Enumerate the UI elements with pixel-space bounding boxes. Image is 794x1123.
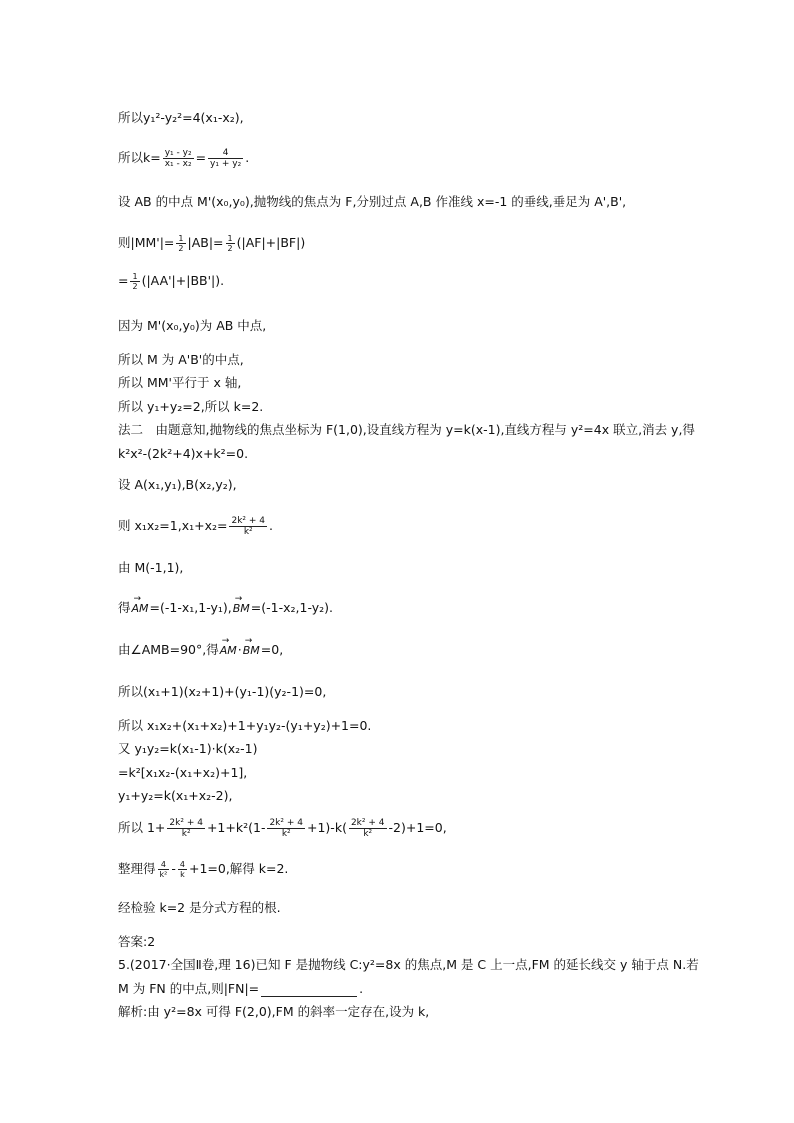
fraction [167,818,205,839]
denominator: k² [243,527,253,537]
denominator: 2 [132,282,138,291]
text: 得 [118,600,131,615]
fraction [163,148,194,169]
text-line [118,477,237,493]
text-line [118,934,155,950]
text: . [269,518,273,533]
fraction [176,234,185,253]
answer-label: 答案:2 [118,934,156,949]
text: 由 M(-1,1), [118,560,184,575]
text: =0, [260,642,284,657]
fraction [208,148,243,169]
text: =(-1-x₁,1-y₁), [149,600,232,615]
numerator: 2k² + 4 [350,818,385,828]
text: 因为 M'(x₀,y₀)为 AB 中点, [118,318,267,333]
text-line [118,318,266,334]
numerator: 4 [158,860,170,870]
text-line [118,718,371,734]
text: 所以 M 为 A'B'的中点, [118,352,244,367]
numerator: 1 [178,234,184,243]
text: =(-1-x₂,1-y₂). [250,600,334,615]
text-line [118,516,273,537]
text: y₁+y₂=k(x₁+x₂-2), [118,788,233,803]
text: -2)+1=0, [388,820,447,835]
denominator: k [180,870,185,879]
text: 由∠AMB=90°,得 [118,642,219,657]
numerator: y₁ - y₂ [164,148,192,158]
vector-am: → AM [132,601,149,617]
text: (|AF|+|BF|) [236,235,306,250]
text-line [118,957,699,973]
text-line [118,765,247,781]
vector-bm: → BM [243,643,260,659]
question-text: 5.(2017·全国Ⅱ卷,理 16)已知 F 是抛物线 C:y²=8x 的焦点,M 是 C 上一点,FM 的延长线交 y 轴于点 N.若 [118,957,699,972]
text: 所以 y₁+y₂=2,所以 k=2. [118,399,264,414]
numerator: 4 [179,860,185,869]
dot-operator: · [237,642,242,657]
text: ( [342,820,347,835]
text: +1)-k [307,820,343,835]
text: 所以(x₁+1)(x₂+1)+(y₁-1)(y₂-1)=0, [118,684,327,699]
text-line [118,741,257,757]
denominator: y₁ + y₂ [210,159,242,169]
text: = [195,150,207,165]
fraction [158,860,170,879]
text-line [118,684,326,700]
text: |AB|= [187,235,224,250]
text: k²x²-(2k²+4)x+k²=0. [118,446,249,461]
numerator: 2k² + 4 [269,818,303,828]
text-line [118,399,263,415]
text-line [118,900,281,916]
numerator: 2k² + 4 [231,516,266,526]
text: . [245,150,250,165]
text: 所以 x₁x₂+(x₁+x₂)+1+y₁y₂-(y₁+y₂)+1=0. [118,718,372,733]
denominator: k² [363,829,373,839]
text: =k²[x₁x₂-(x₁+x₂)+1], [118,765,248,780]
text: 则|MM'|= [118,235,175,250]
denominator: 2 [178,244,184,253]
text: 所以 1+ [118,820,166,835]
text-line [118,1004,429,1020]
text: 设 AB 的中点 M'(x₀,y₀),抛物线的焦点为 F,分别过点 A,B 作准线 x=-1 的垂线,垂足为 A',B', [118,194,627,209]
text-line [118,642,283,659]
text: 所以 MM'平行于 x 轴, [118,375,242,390]
text: 则 x₁x₂=1,x₁+x₂= [118,518,228,533]
text: 经检验 k=2 是分式方程的根. [118,900,281,915]
fraction [226,234,235,253]
denominator: k² [281,829,291,839]
text: 法二 由题意知,抛物线的焦点坐标为 F(1,0),设直线方程为 y=k(x-1),直线方程与 y²=4x 联立,消去 y,得 [118,422,695,437]
text-line [118,375,241,391]
text: +1+k² [206,820,249,835]
text: 设 A(x₁,y₁),B(x₂,y₂), [118,477,237,492]
vector-bm: → BM [233,601,250,617]
denominator: k² [159,870,168,879]
text: (1- [248,820,266,835]
text-line [118,860,288,879]
text: = [118,273,129,288]
text: 所以k= [118,150,161,165]
numerator: 1 [227,234,233,243]
text-line [118,818,447,839]
text-line [118,422,695,438]
text-line [118,148,249,169]
text-line [118,981,363,997]
text: 整理得 [118,861,156,876]
numerator: 4 [208,148,243,159]
question-text: M 为 FN 的中点,则|FN|= [118,981,260,996]
numerator: 1 [132,272,138,281]
text-line [118,600,333,617]
text-line [118,110,244,126]
text-line [118,446,248,462]
solution-text: 解析:由 y²=8x 可得 F(2,0),FM 的斜率一定存在,设为 k, [118,1004,430,1019]
denominator: 2 [227,244,233,253]
denominator: x₁ - x₂ [164,159,192,169]
text-line [118,788,232,804]
vector-am: → AM [220,643,237,659]
fraction [178,860,187,879]
fraction [349,818,387,839]
answer-blank[interactable] [261,984,357,997]
denominator: k² [181,829,191,839]
numerator: 2k² + 4 [169,818,203,828]
text-line [118,272,224,291]
fraction [130,272,139,291]
fraction [229,516,267,537]
text: - [171,861,176,876]
text: 所以y₁²-y₂²=4(x₁-x₂), [118,110,244,125]
text: (|AA'|+|BB'|). [141,273,225,288]
text: +1=0,解得 k=2. [188,861,289,876]
text-line [118,560,183,576]
text: 又 y₁y₂=k(x₁-1)·k(x₂-1) [118,741,258,756]
text: . [359,981,364,996]
text-line [118,352,244,368]
fraction [267,818,305,839]
text-line [118,194,626,210]
text-line [118,234,305,253]
